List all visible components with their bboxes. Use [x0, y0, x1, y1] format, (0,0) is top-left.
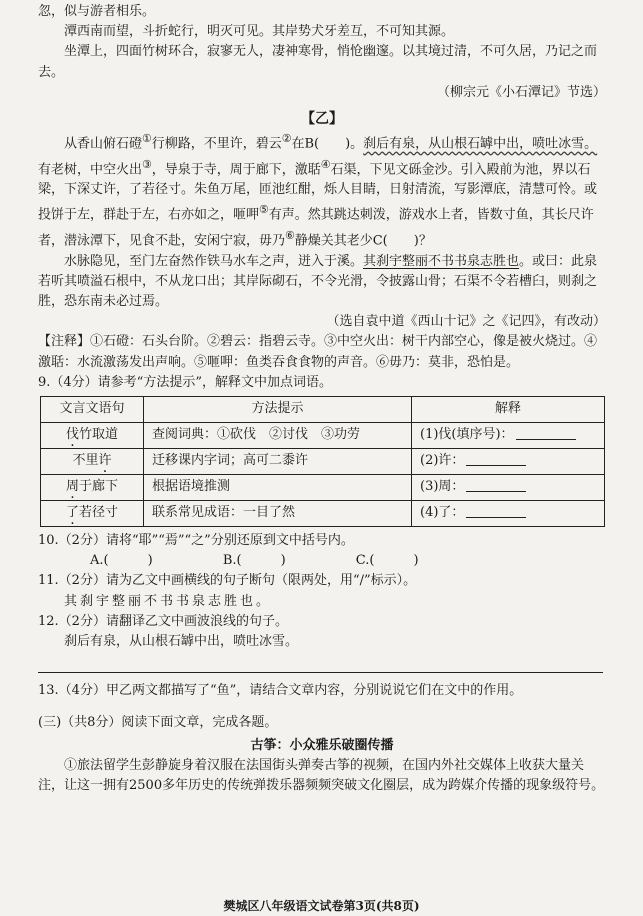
answer-blank[interactable]: [466, 465, 526, 466]
yi-text: 在B( )。: [291, 136, 364, 152]
yi-text: ，导泉于寺，周于廊下，激聒: [151, 162, 321, 178]
option-c-blank[interactable]: C.( ): [355, 553, 419, 569]
table-row: [41, 448, 605, 474]
exam-page: [38, 2, 606, 796]
q12-answer-line[interactable]: [38, 654, 603, 673]
answer-cell[interactable]: [412, 448, 605, 474]
article-para1: ①旅法留学生彭静旋身着汉服在法国街头弹奏古筝的视频，在国内外社交媒体上收获大量关注，让这一拥有2500多年历史的传统弹拨乐器频频突破文化圈层，成为跨媒介传播的现象级符号。: [38, 757, 605, 793]
jia-para3: 坐潭上，四面竹树环合，寂寥无人，凄神寒骨，悄怆幽邃。以其境过清，不可久居，乃记之而去。: [38, 44, 598, 80]
option-b-blank[interactable]: B.( ): [222, 553, 286, 569]
table-header: 方法提示: [144, 396, 412, 422]
q10-stem: 10.（2分）请将“耶”“焉”“之”分别还原到文中括号内。: [38, 532, 354, 548]
phrase-cell: [41, 500, 144, 526]
yi-text: 从香山俯石磴: [64, 136, 143, 152]
table-row: [41, 474, 605, 500]
yi-para2: [38, 252, 606, 313]
table-header-row: [41, 396, 605, 422]
phrase-cell: [41, 422, 144, 448]
answer-label: (4)了：: [420, 505, 465, 521]
phrase-cell: [41, 474, 144, 500]
q9-table: [40, 396, 605, 527]
answer-blank[interactable]: [516, 439, 576, 440]
hint-cell: 查阅词典：①砍伐 ②讨伐 ③功劳: [144, 422, 412, 448]
yi-source: （选自袁中道《西山十记》之《记四》，有改动）: [326, 314, 606, 330]
yi-text: 有老树，中空火出: [38, 162, 143, 178]
dotted-word: 伐: [65, 427, 79, 443]
q12-stem: 12.（2分）请翻译乙文中画波浪线的句子。: [38, 613, 288, 629]
footnote-mark: ⑥: [285, 229, 295, 243]
answer-label: (2)许：: [420, 453, 465, 469]
footnote-mark: ②: [281, 132, 292, 146]
answer-cell[interactable]: [412, 422, 605, 448]
table-row: [41, 422, 605, 448]
jia-source: （柳宗元《小石潭记》节选）: [436, 84, 606, 100]
yi-text: 行柳路，不里许，碧云: [151, 136, 282, 152]
hint-cell: 迁移课内字词；高可二黍许: [144, 448, 412, 474]
table-header: 文言文语句: [41, 396, 144, 422]
option-a-blank[interactable]: A.( ): [90, 553, 153, 569]
q11-stem: 11.（2分）请为乙文中画横线的句子断句（限两处，用“/”标示）。: [38, 573, 417, 589]
dotted-word: 许: [98, 453, 112, 469]
footnote-mark: ④: [320, 157, 331, 171]
answer-cell[interactable]: [412, 500, 605, 526]
answer-label: (3)周：: [420, 479, 465, 495]
jia-para2: 潭西南而望，斗折蛇行，明灭可见。其岸势犬牙差互，不可知其源。: [64, 24, 455, 40]
yi-title: 【乙】: [301, 111, 343, 128]
phrase-text: 不里: [72, 453, 99, 469]
yi-para1: [38, 129, 606, 251]
q12-sentence: 刹后有泉，从山根石罅中出，喷吐冰雪。: [64, 633, 299, 649]
dotted-word: 周: [65, 479, 79, 495]
answer-blank[interactable]: [466, 491, 526, 492]
answer-label: (1)伐(填序号)：: [420, 427, 514, 443]
phrase-text: 竹取道: [79, 427, 119, 443]
hint-cell: 联系常见成语：一目了然: [144, 500, 412, 526]
page-footer: 樊城区八年级语文试卷第3页(共8页): [223, 899, 420, 913]
phrase-cell: [41, 448, 144, 474]
phrase-text: 若径寸: [79, 505, 119, 521]
phrase-text: 于廊下: [79, 479, 119, 495]
article-title: 古筝：小众雅乐破圈传播: [250, 737, 394, 753]
yi-notes: 【注释】①石磴：石头台阶。②碧云：指碧云寺。③中空火出：树干内部空心，像是被火烧过。④激聒：水流激荡发出声响。⑤咂呷：鱼类吞食食物的声音。⑥毋乃：莫非，恐怕是。: [38, 334, 598, 370]
q10-options: [38, 551, 606, 571]
yi-text: 水脉隐见，至门左奋然作铁马水车之声，迸入于溪。: [64, 253, 364, 269]
yi-text: 。或曰：此泉若听其喷溢石根中，不从龙口出；其岸际砌石，不令光滑，令披露山骨；石渠不令若槽臼，则刹之胜，恐东南未必过焉。: [38, 253, 598, 309]
yi-text: 静燥关其老少C( )？: [294, 233, 432, 249]
answer-blank[interactable]: [466, 517, 526, 518]
hint-cell: 根据语境推测: [144, 474, 412, 500]
table-header: 解释: [412, 396, 605, 422]
footnote-mark: ①: [142, 132, 152, 146]
table-row: [41, 500, 605, 526]
dotted-word: 了: [65, 505, 79, 521]
spacer: [38, 701, 606, 713]
section3-heading: (三)（共8分）阅读下面文章，完成各题。: [38, 715, 278, 731]
q11-sentence[interactable]: 其刹宇整丽不书书泉志胜也。: [64, 593, 273, 609]
underlined-sentence: 其刹宇整丽不书书泉志胜也: [363, 253, 520, 269]
footnote-mark: ⑤: [259, 203, 269, 217]
footnote-mark: ③: [142, 157, 152, 171]
q9-stem: 9.（4分）请参考“方法提示”，解释文中加点词语。: [38, 374, 332, 390]
jia-line1: 忽，似与游者相乐。: [38, 4, 156, 19]
yi-text: 石渠，下见文砾金沙。引入殿前为池，界以石梁，下深丈许，了若径寸。朱鱼万尾，匝池红酣，烁人目睛，日射清流，写影潭底，清慧可怜。或投饼于左，群赴于左，右亦如之，咂呷: [38, 162, 598, 223]
q13-stem: 13.（4分）甲乙两文都描写了“鱼”，请结合文章内容，分别说说它们在文中的作用。: [38, 683, 523, 699]
answer-cell[interactable]: [412, 474, 605, 500]
yi-text: 有声。然其跳达刺泼，游戏水上者，皆数寸鱼，其长尺许者，潜泳潭下，见食不赴，安闲宁寂，毋乃: [38, 207, 594, 249]
wavy-underlined-sentence: 刹后有泉，从山根石罅中出，喷吐冰雪。: [363, 136, 598, 152]
